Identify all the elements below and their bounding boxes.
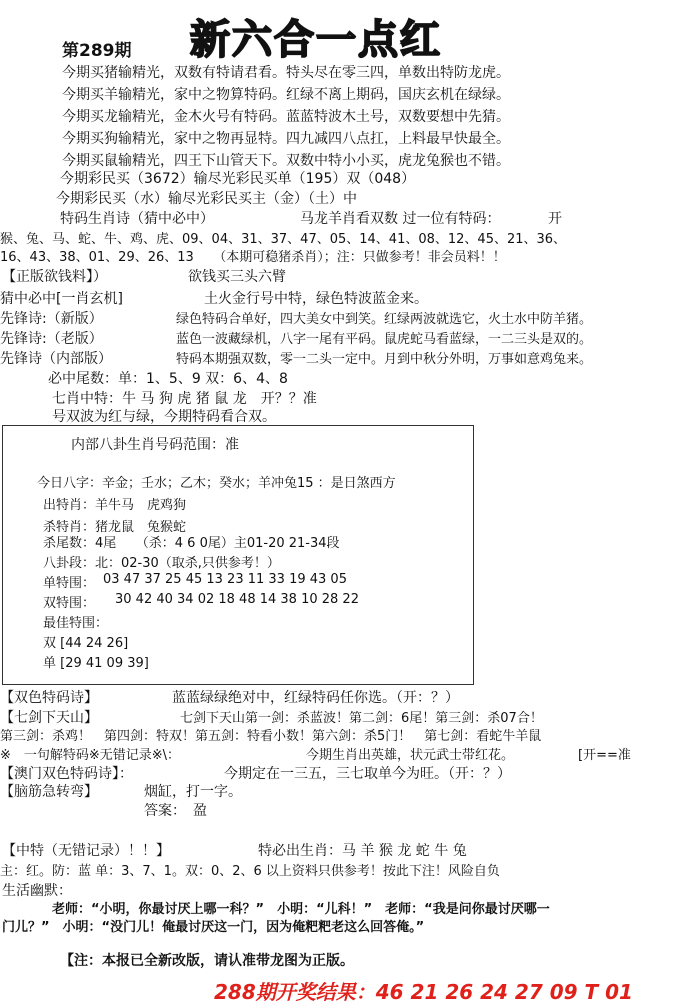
youmo-label: 生活幽默：: [2, 883, 72, 899]
shuangte-label: 双特围：: [43, 596, 96, 611]
bizhong-weishu: 必中尾数：单：1、5、9 双：6、4、8: [48, 371, 288, 387]
xianfeng-text: 绿色特码合单好，四大美女中到笑。红绿两波就选它，火土水中防羊猪。: [176, 312, 593, 327]
poem-block: [62, 62, 510, 172]
zhongte-line-2: 主：红。防：蓝 单：3、7、1。双：0、2、6 以上资料只供参考！按此下注！风险自负: [0, 864, 500, 879]
dante-label: 单特围：: [43, 576, 96, 591]
shuangte-values: 30 42 40 34 02 18 48 14 38 10 28 22: [115, 592, 359, 607]
aomen-text: 今期定在一三五，三七取单今为旺。（开：？）: [224, 766, 511, 782]
naojin-answer: 答案： 盈: [144, 803, 207, 819]
zhengban-label: 【正版欲钱料】）: [2, 269, 107, 285]
qixiao-zhongte: 七肖中特：牛 马 狗 虎 猪 鼠 龙 开？？准: [52, 391, 317, 407]
xianfeng-label: 先锋诗（内部版）: [0, 351, 112, 367]
draw-result: 288期开奖结果：46 21 26 24 27 09 T 01: [214, 980, 633, 1004]
shuangse-label: 【双色特码诗】: [0, 690, 98, 706]
zuijia-label: 最佳特围：: [43, 616, 109, 631]
footer-note: 【注：本报已全新改版，请认准带龙图为正版。: [60, 953, 354, 969]
qijian-label: 【七剑下天山】: [0, 710, 98, 726]
xianfeng-label: 先锋诗:（老版）: [0, 331, 103, 347]
xianfeng-text: 特码本期强双数，零一二头一定中。月到中秋分外明，万事如意鸡兔来。: [176, 352, 593, 367]
yiju-tail: [开==准: [578, 748, 631, 763]
naojin-question: 烟缸，打一字。: [144, 784, 242, 800]
poem-line: 今期买狗输精光，家中之物再显特。四九减四八点扛，上料最早快最全。: [62, 131, 510, 147]
qijian-text-2: 第三剑：杀鸡！ 第四剑：特双！第五剑：特看小数！第六剑：杀5门！ 第七剑：看蛇牛羊鼠: [0, 729, 542, 744]
zuijia-dan: 单 [29 41 09 39]: [43, 656, 149, 671]
caizhong-label: 猜中必中[一肖玄机]: [0, 291, 123, 307]
zhongte-label: 【中特（无错记录）！！】: [2, 843, 170, 859]
texiao-line-2: 猴、兔、马、蛇、牛、鸡、虎、09、04、31、37、47、05、14、41、08、12、45、21、36、: [0, 232, 567, 247]
bagua-shate: 杀特肖：猪龙鼠 兔猴蛇: [43, 520, 187, 535]
page-title: 新六合一点红: [190, 16, 442, 63]
issue-number: 第289期: [62, 41, 132, 61]
yiju-label: ※ 一句解特码※无错记录※\：: [0, 748, 181, 763]
caipiao-line-1: 今期彩民买（3672）输尽光彩民买单（195）双（048）: [60, 171, 416, 187]
xianfeng-label: 先锋诗:（新版）: [0, 311, 103, 327]
bagua-chute: 出特肖：羊牛马 虎鸡狗: [43, 498, 187, 513]
xianfeng-text: 蓝色一波藏绿机，八字一尾有平码。鼠虎蛇马看蓝绿，一二三头是双的。: [176, 332, 593, 347]
poem-line: 今期买鼠输精光，四王下山管天下。双数中特小小买，虎龙兔猴也不错。: [62, 153, 510, 169]
texiao-tail: 开: [548, 211, 562, 227]
zhongte-text: 特必出生肖：马 羊 猴 龙 蛇 牛 兔: [258, 843, 467, 859]
poem-line: 今期买猪输精光，双数有特请君看。特头尽在零三四，单数出特防龙虎。: [62, 65, 510, 81]
youmo-line-1: 老师：“小明，你最讨厌上哪一科？” 小明：“儿科！” 老师：“我是问你最讨厌哪一: [52, 902, 550, 917]
naojin-label: 【脑筋急转弯】: [0, 784, 98, 800]
haoshuang-line: 号双波为红与绿，今期特码看合双。: [52, 409, 276, 425]
bagua-box: [2, 425, 474, 685]
caipiao-line-2: 今期彩民买（水）输尽光彩民买主（金）（土）中: [56, 191, 357, 207]
youmo-line-2: 门儿？” 小明：“没门儿！俺最讨厌这一门，因为俺粑粑老这么回答俺。”: [2, 920, 425, 935]
caizhong-text: 土火金行号中特，绿色特波蓝金来。: [204, 291, 428, 307]
aomen-label: 【澳门双色特码诗】：: [0, 766, 133, 782]
yiju-text: 今期生肖出英雄，状元武士带红花。: [306, 748, 515, 763]
poem-line: 今期买羊输精光，家中之物算特码。红绿不离上期码，国庆玄机在绿绿。: [62, 87, 510, 103]
zhengban-text: 欲钱买三头六臂: [188, 269, 286, 285]
qijian-text-1: 七剑下天山第一剑：杀蓝波！第二剑：6尾！第三剑：杀07合！: [180, 711, 543, 726]
dante-values: 03 47 37 25 45 13 23 11 33 19 43 05: [103, 572, 347, 587]
bagua-shawei: 杀尾数：4尾 （杀：4 6 0尾）主01-20 21-34段: [43, 536, 340, 551]
texiao-label: 特码生肖诗（猜中必中）: [60, 211, 214, 227]
texiao-mid: 马龙羊肖看双数 过一位有特码：: [300, 211, 501, 227]
poem-line: 今期买龙输精光，金木火号有特码。蓝蓝特波木土号，双数要想中先猜。: [62, 109, 510, 125]
bagua-duan: 八卦段：北：02-30（取杀,只供参考！）: [43, 556, 280, 571]
shuangse-text: 蓝蓝绿绿绝对中，红绿特码任你选。（开：？）: [172, 690, 459, 706]
texiao-line-3: 16、43、38、01、29、26、13 （本期可稳猪杀肖）；注：只做参考！非会员料！！: [0, 250, 506, 265]
bagua-bazi: 今日八字：辛金；壬水；乙木；癸水；羊冲兔15 ：是日煞西方: [37, 476, 396, 491]
bagua-title: 内部八卦生肖号码范围：准: [71, 437, 239, 453]
zuijia-shuang: 双 [44 24 26]: [43, 636, 129, 651]
